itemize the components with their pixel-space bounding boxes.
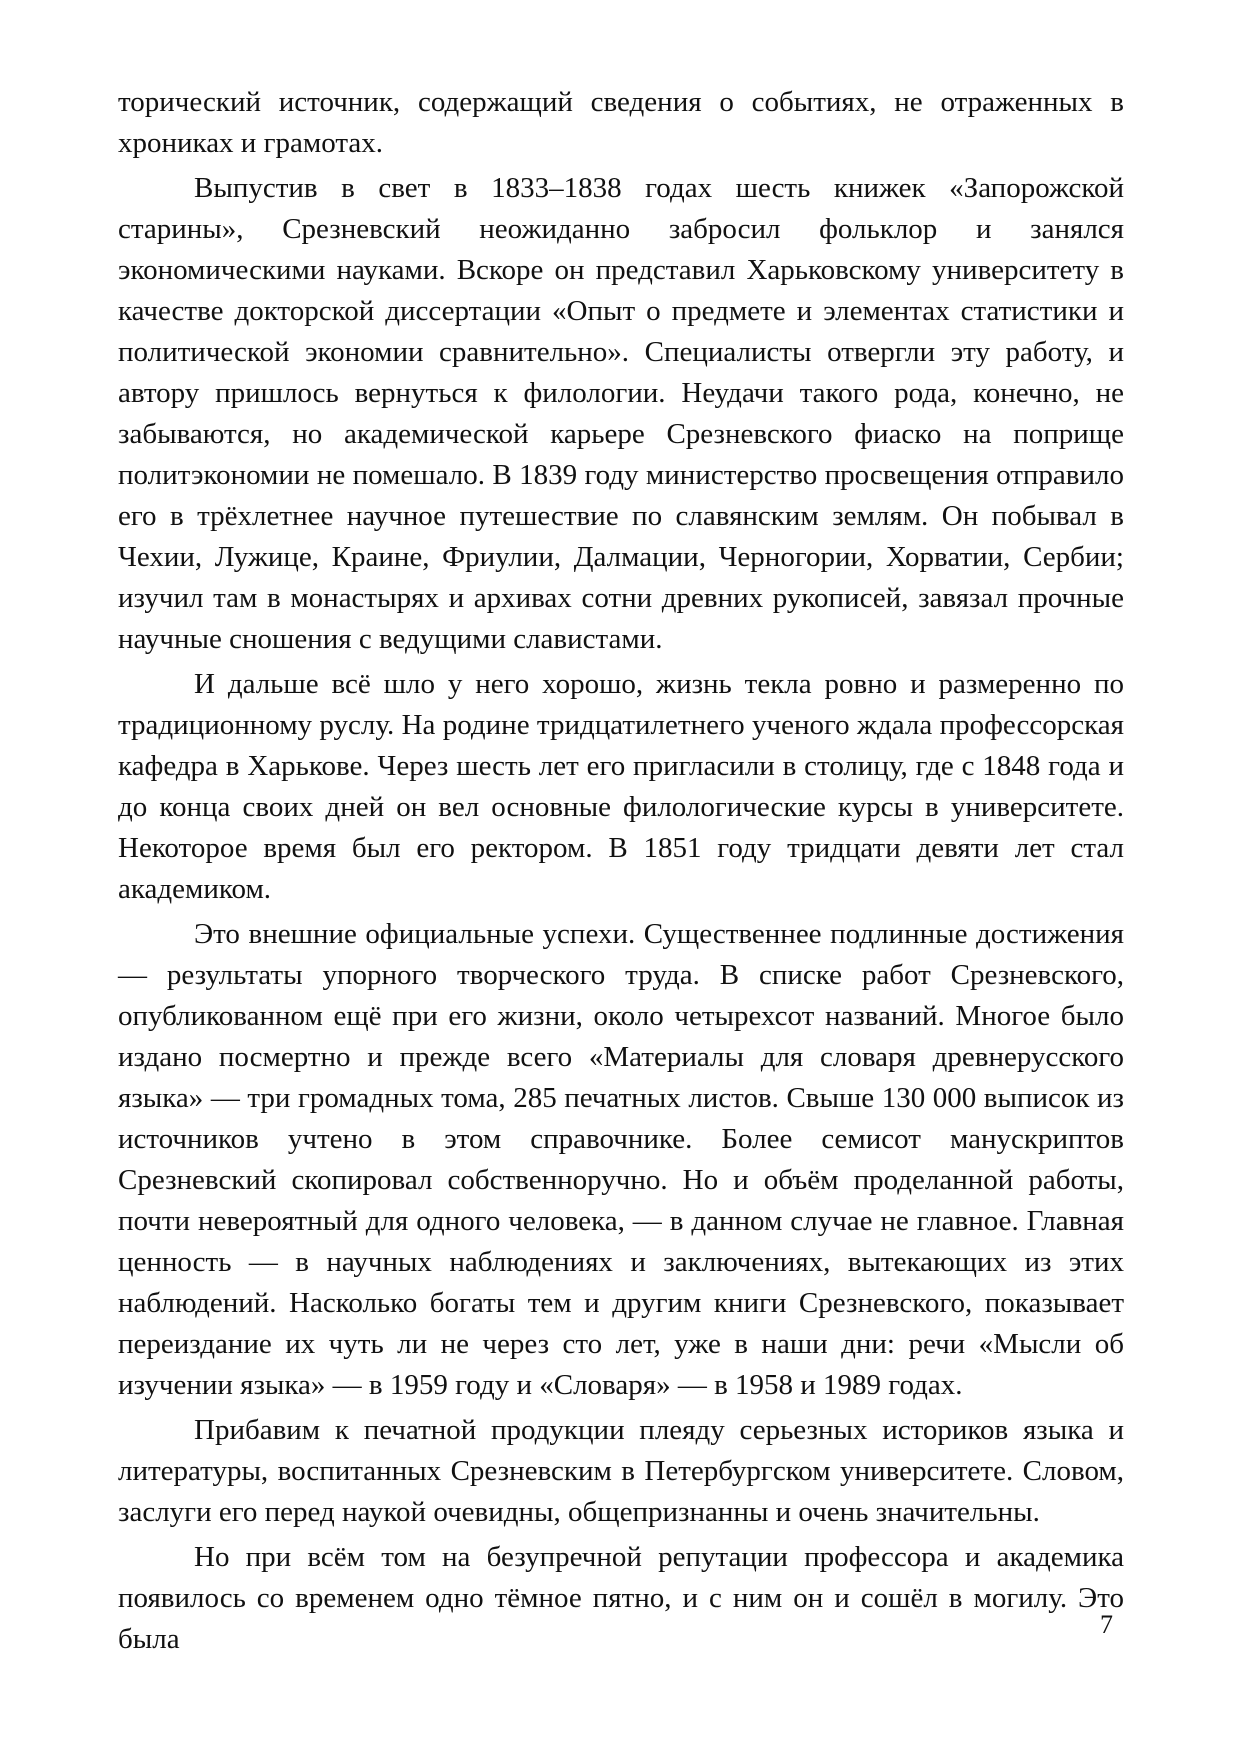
paragraph-career: И дальше всё шло у него хорошо, жизнь текла ровно и размеренно по традиционному руслу. На родине тридцатилетнего ученого ждала профессорская кафедра в Харькове. Через шесть лет его пригласили в столицу, где с 1848 года и до конца своих дней он вел основные филологические курсы в университете. Некоторое время был его ректором. В 1851 году тридцати девяти лет стал академиком. <box>118 668 1124 905</box>
page-number: 7 <box>1100 1610 1113 1639</box>
body-text <box>118 82 1124 1664</box>
paragraph-students: Прибавим к печатной продукции плеяду серьезных историков языка и литературы, воспитанных Срезневским в Петербургском университете. Словом, заслуги его перед наукой очевидны, общепризнанны и очень значительны. <box>118 1414 1124 1528</box>
paragraph-continuation: торический источник, содержащий сведения о событиях, не отраженных в хрониках и грамотах. <box>118 86 1124 159</box>
paragraph-sreznevsky-economics: Выпустив в свет в 1833–1838 годах шесть книжек «Запорожской старины», Срезневский неожиданно забросил фольклор и занялся экономическими науками. Вскоре он представил Харьковскому университету в качестве докторской диссертации «Опыт о предмете и элементах статистики и политической экономии сравнительно». Специалисты отвергли эту работу, и автору пришлось вернуться к филологии. Неудачи такого рода, конечно, не забываются, но академической карьере Срезневского фиаско на поприще политэкономии не помешало. В 1839 году министерство просвещения отправило его в трёхлетнее научное путешествие по славянским землям. Он побывал в Чехии, Лужице, Краине, Фриулии, Далмации, Черногории, Хорватии, Сербии; изучил там в монастырях и архивах сотни древних рукописей, завязал прочные научные сношения с ведущими славистами. <box>118 172 1124 655</box>
paragraph-dark-spot: Но при всём том на безупречной репутации профессора и академика появилось со временем одно тёмное пятно, и с ним он и сошёл в могилу. Это была <box>118 1541 1124 1655</box>
paragraph-achievements: Это внешние официальные успехи. Существеннее подлинные достижения — результаты упорного творческого труда. В списке работ Срезневского, опубликованном ещё при его жизни, около четырехсот названий. Многое было издано посмертно и прежде всего «Материалы для словаря древнерусского языка» — три громадных тома, 285 печатных листов. Свыше 130 000 выписок из источников учтено в этом справочнике. Более семисот манускриптов Срезневский скопировал собственноручно. Но и объём проделанной работы, почти невероятный для одного человека, — в данном случае не главное. Главная ценность — в научных наблюдениях и заключениях, вытекающих из этих наблюдений. Насколько богаты тем и другим книги Срезневского, показывает переиздание их чуть ли не через сто лет, уже в наши дни: речи «Мысли об изучении языка» — в 1959 году и «Словаря» — в 1958 и 1989 годах. <box>118 918 1124 1401</box>
